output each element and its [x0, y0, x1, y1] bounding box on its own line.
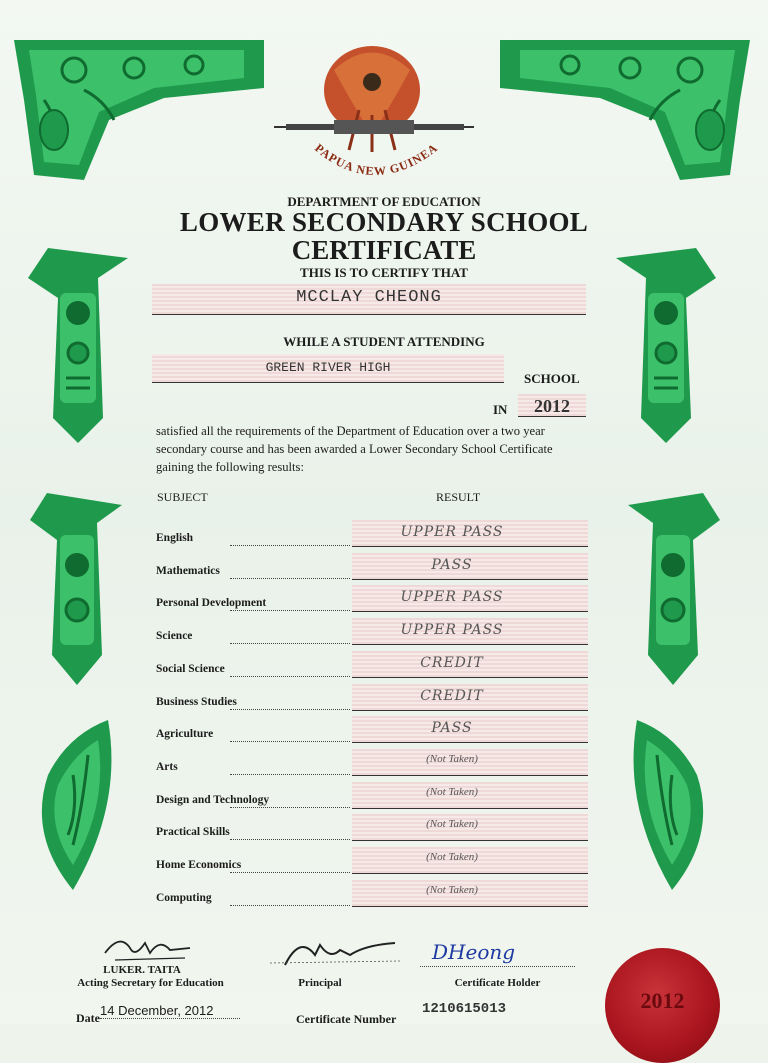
- result-value: UPPER PASS: [400, 622, 504, 639]
- leader-dots: [230, 675, 350, 677]
- holder-signature: DHeong: [432, 940, 516, 964]
- secretary-title: Acting Secretary for Education: [77, 977, 224, 989]
- subject-label: Social Science: [156, 662, 225, 675]
- right-carving-2: [618, 485, 728, 690]
- in-label: IN: [493, 402, 508, 417]
- subject-label: Agriculture: [156, 728, 214, 741]
- result-value: PASS: [431, 556, 473, 573]
- attending-label: WHILE A STUDENT ATTENDING: [283, 334, 485, 349]
- result-value: (Not Taken): [426, 883, 478, 896]
- result-value: (Not Taken): [426, 818, 478, 831]
- subject-label: Business Studies: [156, 695, 237, 708]
- result-value: PASS: [431, 720, 473, 737]
- certificate-title-line1: LOWER SECONDARY SCHOOL: [179, 207, 589, 237]
- requirements-statement: satisfied all the requirements of the Department of Education over a two year secondary course and has been awarded a Lower Secondary School Certificate gaining the following results:: [156, 424, 553, 474]
- emblem-motto: [274, 40, 474, 200]
- student-name: MCCLAY CHEONG: [296, 288, 442, 307]
- school-name: GREEN RIVER HIGH: [265, 360, 391, 375]
- leader-dots: [230, 740, 350, 742]
- date-label: Date: [76, 1011, 100, 1025]
- leader-dots: [230, 773, 350, 775]
- school-label: SCHOOL: [524, 371, 580, 386]
- department-heading: DEPARTMENT OF EDUCATION: [287, 194, 481, 209]
- subject-label: Practical Skills: [156, 826, 230, 839]
- leader-dots: [230, 609, 350, 611]
- seal-year: 2012: [640, 988, 685, 1013]
- leader-dots: [230, 642, 350, 644]
- holder-signature-line: [420, 966, 575, 967]
- holder-title: Certificate Holder: [454, 977, 541, 989]
- left-shell: [28, 715, 123, 895]
- top-right-ornament: [500, 40, 750, 180]
- result-header: RESULT: [436, 490, 481, 504]
- subject-label: Design and Technology: [156, 793, 270, 806]
- date-value: 14 December, 2012: [100, 1003, 214, 1018]
- date-line: [100, 1018, 240, 1019]
- certify-text: THIS IS TO CERTIFY THAT: [300, 265, 468, 280]
- leader-dots: [230, 577, 350, 579]
- subject-label: Personal Development: [156, 597, 267, 610]
- result-value: (Not Taken): [426, 785, 478, 798]
- subject-label: Mathematics: [156, 564, 220, 577]
- subject-label: Home Economics: [156, 859, 242, 871]
- top-left-ornament: [14, 40, 264, 180]
- result-value: UPPER PASS: [400, 589, 504, 606]
- subject-label: Science: [156, 630, 193, 643]
- leader-dots: [230, 806, 350, 808]
- svg-text:PAPUA NEW GUINEA: PAPUA NEW GUINEA: [312, 140, 441, 179]
- result-value: (Not Taken): [426, 851, 478, 863]
- principal-title: Principal: [298, 977, 342, 989]
- leader-dots: [230, 544, 350, 546]
- secretary-name: LUKER. TAITA: [103, 964, 181, 976]
- subject-label: English: [156, 532, 194, 544]
- principal-signature: [265, 925, 405, 975]
- secretary-signature: [100, 928, 195, 968]
- result-value: (Not Taken): [426, 752, 478, 765]
- leader-dots: [230, 871, 350, 873]
- result-value: CREDIT: [420, 687, 484, 704]
- certificate-number-value: 1210615013: [422, 1001, 507, 1017]
- leader-dots: [230, 904, 350, 906]
- subject-label: Arts: [156, 760, 178, 773]
- year-value: 2012: [534, 396, 570, 416]
- result-value: CREDIT: [420, 654, 484, 671]
- subject-header: SUBJECT: [157, 490, 208, 504]
- leader-dots: [230, 708, 350, 710]
- result-value: UPPER PASS: [400, 524, 504, 540]
- left-carving-2: [22, 485, 132, 690]
- certificate-number-label: Certificate Number: [296, 1012, 397, 1026]
- leader-dots: [230, 838, 350, 840]
- certificate-title-line2: CERTIFICATE: [291, 235, 477, 265]
- right-shell: [622, 715, 717, 895]
- subject-label: Computing: [156, 891, 212, 904]
